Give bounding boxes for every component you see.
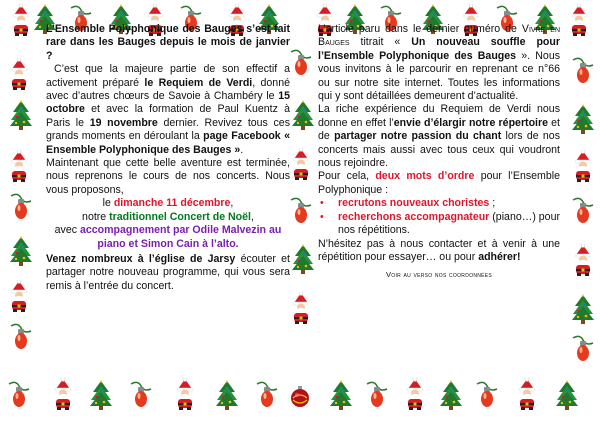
text: et avec la formation de Paul Kuentz à Paris le — [46, 103, 290, 129]
repertoire-highlight: envie d’élargir notre répertoire — [393, 116, 549, 129]
christmas-tree-icon — [292, 244, 314, 274]
text: avec — [54, 224, 80, 237]
text: titrait « — [349, 36, 412, 49]
text: L’article paru dans le dernier numéro de — [318, 23, 522, 35]
text: le — [102, 197, 114, 210]
experience-paragraph — [318, 103, 560, 170]
text: dernier. Revivez tous ces grands moments en déroulant la — [46, 116, 291, 143]
watchwords-highlight: deux mots d’ordre — [375, 170, 475, 183]
right-column — [318, 23, 560, 282]
join-highlight: adhérer! — [478, 250, 521, 263]
light-bulb-icon — [256, 380, 278, 408]
santa-icon — [402, 378, 428, 410]
christmas-tree-icon — [292, 100, 314, 130]
watchwords-list — [318, 197, 560, 237]
text: . — [240, 143, 244, 156]
text: La riche expérience du Requiem de Verdi nous donne en effet l’ — [318, 103, 560, 129]
santa-icon — [566, 4, 592, 36]
text: (piano…) pour nos répétitions. — [338, 210, 560, 237]
venue-highlight: Venez nombreux à l’église de Jarsy — [46, 252, 236, 265]
light-bulb-icon — [572, 334, 594, 362]
light-bulb-icon — [476, 380, 498, 408]
intro-question: L’Ensemble Polyphonique des Bauges s’est fait rare dans les Bauges depuis le mois de janvier ? — [46, 23, 290, 62]
light-bulb-icon — [10, 192, 32, 220]
text: notre — [82, 210, 110, 223]
christmas-tree-icon — [572, 104, 594, 134]
christmas-tree-icon — [90, 380, 112, 410]
christmas-tree-icon — [10, 236, 32, 266]
list-item — [318, 211, 560, 238]
date-highlight: 15 octobre — [46, 90, 290, 116]
article-paragraph — [318, 23, 560, 103]
text: C’est que la majeure partie de son effectif a activement préparé — [46, 63, 290, 89]
contact-paragraph — [318, 238, 560, 265]
facebook-page-highlight: page Facebook « Ensemble Polyphonique des Bauges » — [46, 130, 290, 156]
list-item-highlight: recrutons nouveaux choristes — [338, 197, 490, 210]
santa-icon — [288, 148, 314, 180]
light-bulb-icon — [366, 380, 388, 408]
accompaniment-highlight: accompagnement par Odile Malvezin au piano et Simon Cain à l’alto. — [79, 224, 282, 250]
santa-icon — [6, 58, 32, 90]
text: et de — [318, 116, 561, 143]
christmas-tree-icon — [572, 294, 594, 324]
concert-date-line — [46, 197, 290, 210]
text: N’hésitez pas à nous contacter et à venir à une répétition pour essayer… ou pour — [318, 237, 560, 263]
text: lors de nos concerts mais aussi avec tous ceux qui voudront nous rejoindre. — [318, 130, 560, 170]
christmas-tree-icon — [216, 380, 238, 410]
venue-paragraph — [46, 253, 290, 293]
text: ; — [489, 197, 496, 210]
light-bulb-icon — [290, 48, 312, 76]
santa-icon — [6, 280, 32, 312]
magazine-name: Vivre en Bauges — [318, 23, 560, 49]
santa-icon — [8, 4, 34, 36]
christmas-tree-icon — [10, 100, 32, 130]
santa-icon — [50, 378, 76, 410]
text: , — [230, 197, 234, 210]
text: , — [251, 210, 254, 223]
santa-icon — [570, 244, 596, 276]
christmas-tree-icon — [440, 380, 462, 410]
light-bulb-icon — [130, 380, 152, 408]
resume-paragraph: Maintenant que cette belle aventure est terminée, nous reprenons le cours de nos concerts. Nous vous proposons, — [46, 157, 290, 196]
santa-icon — [514, 378, 540, 410]
christmas-ornament-icon — [289, 386, 311, 408]
santa-icon — [172, 378, 198, 410]
text: ». Nous vous invitons à le parcourir en reprenant ce n°66 ou sur notre site internet. Toutes les informations qui y sont détaillées demeurent d’actualité. — [318, 49, 561, 103]
light-bulb-icon — [10, 322, 32, 350]
light-bulb-icon — [8, 380, 30, 408]
concert-date: dimanche 11 décembre — [113, 197, 231, 210]
date-highlight: 19 novembre — [89, 116, 158, 129]
left-column — [46, 23, 290, 293]
light-bulb-icon — [572, 56, 594, 84]
light-bulb-icon — [290, 196, 312, 224]
list-item — [318, 197, 560, 210]
concert-title-line — [46, 211, 290, 224]
verso-note: Voir au verso nos coordonnées — [385, 270, 493, 280]
christmas-tree-icon — [556, 380, 578, 410]
santa-icon — [6, 150, 32, 182]
passion-highlight: partager notre passion du chant — [334, 130, 502, 143]
christmas-tree-icon — [330, 380, 352, 410]
text: , donné avec d’autres chœurs de Savoie à Chambéry le — [46, 76, 290, 103]
article-title: Un nouveau souffle pour l’Ensemble Polyphonique des Bauges — [318, 36, 560, 62]
text: Pour cela, — [318, 170, 376, 183]
list-item-highlight: recherchons accompagnateur — [338, 210, 490, 223]
santa-icon — [288, 292, 314, 324]
requiem-paragraph — [46, 63, 290, 157]
requiem-highlight: le Requiem de Verdi — [144, 76, 253, 89]
text: écouter et partager notre nouveau programme, qui vous sera remis à l’entrée du concert. — [46, 252, 291, 292]
accompaniment-line — [46, 224, 290, 251]
watchwords-paragraph — [318, 170, 560, 197]
light-bulb-icon — [572, 196, 594, 224]
text: pour l’Ensemble Polyphonique : — [318, 170, 560, 196]
concert-title: traditionnel Concert de Noël — [109, 210, 251, 223]
santa-icon — [570, 150, 596, 182]
